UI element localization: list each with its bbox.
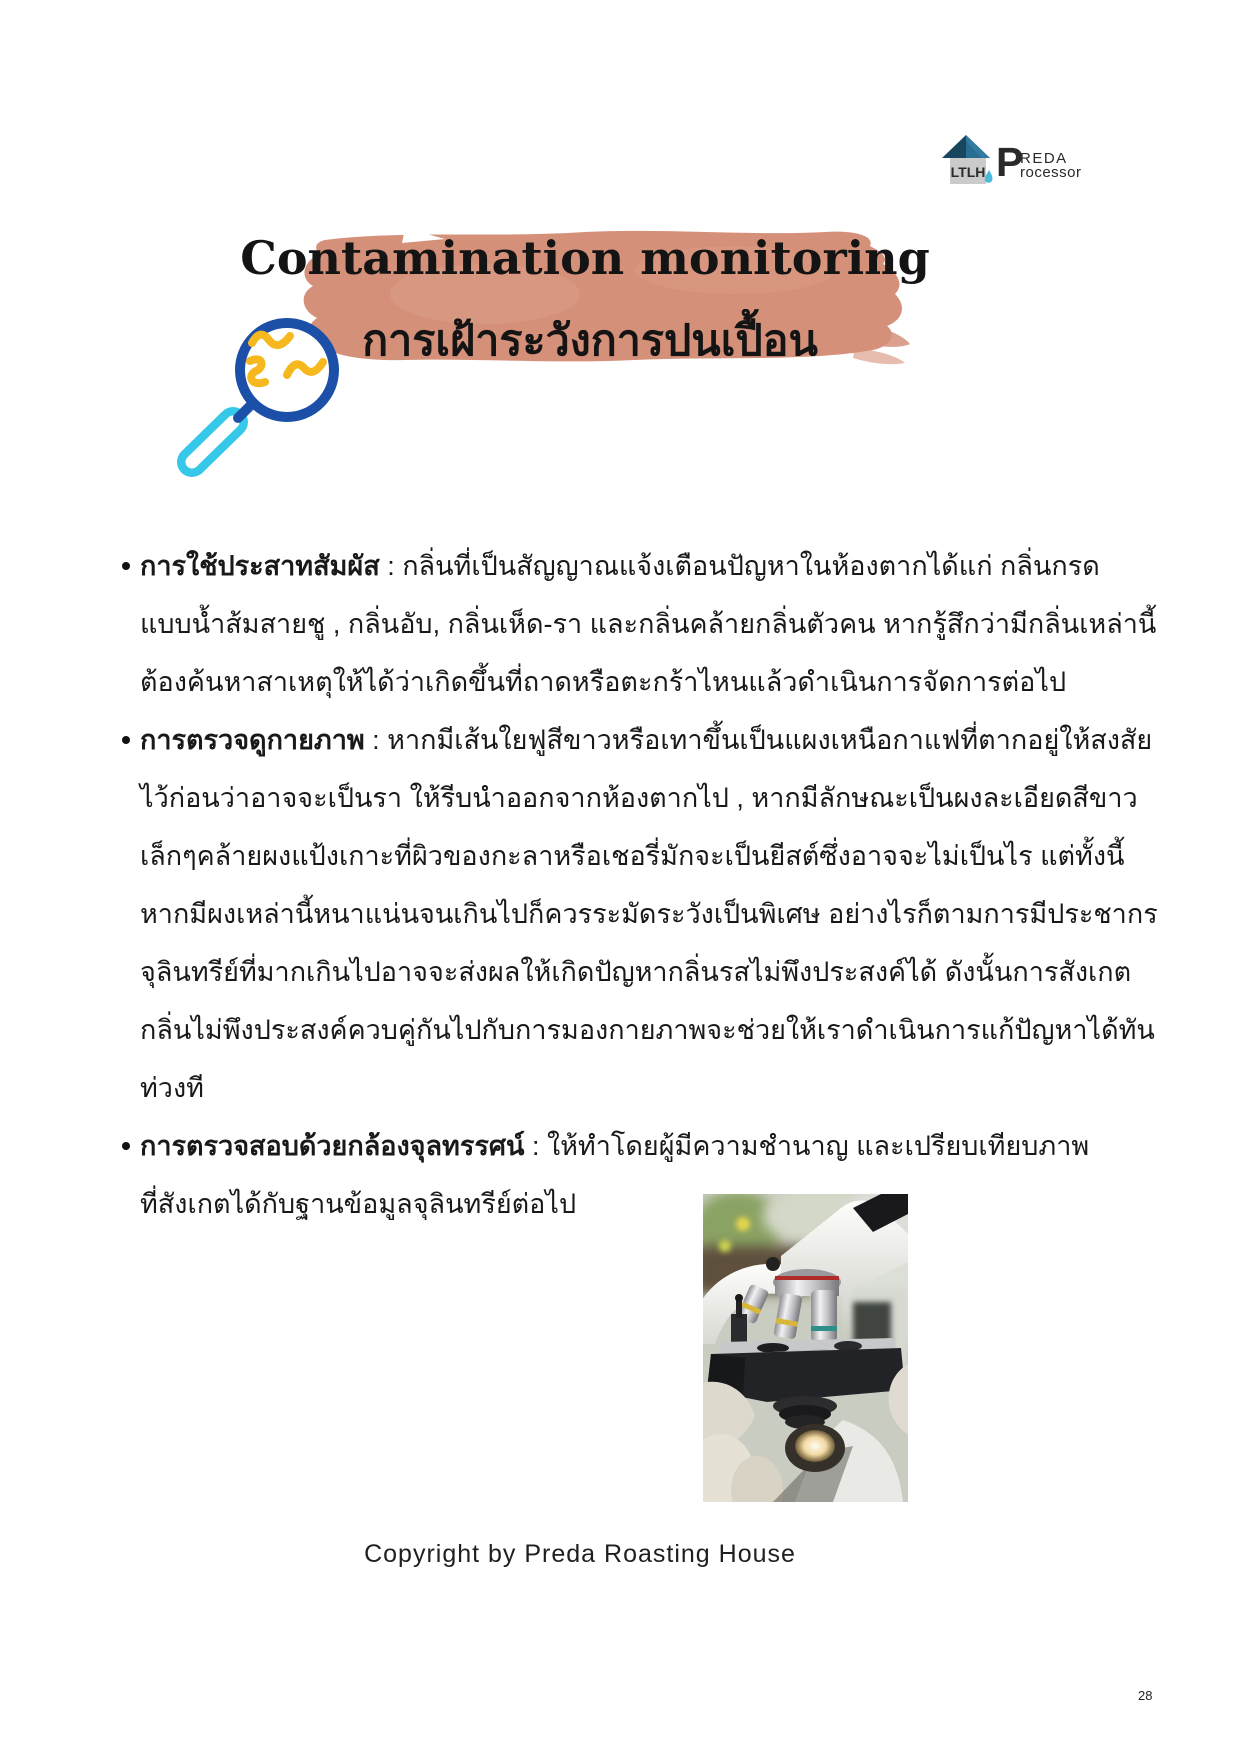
text-line: ต้องค้นหาสาเหตุให้ได้ว่าเกิดขึ้นที่ถาดหรือตะกร้าไหนแล้วดำเนินการจัดการต่อไป xyxy=(140,667,1067,697)
house-logo-icon xyxy=(938,130,998,190)
bullet-marker xyxy=(122,736,130,744)
text-line: ท่วงที xyxy=(140,1073,204,1103)
logo-brand-initial: P xyxy=(996,139,1024,185)
bullet-header: การใช้ประสาทสัมผัส xyxy=(140,551,380,581)
bullet-item xyxy=(140,711,1153,769)
text-line: เล็กๆคล้ายผงแป้งเกาะที่ผิวของกะลาหรือเชอรี่มักจะเป็นยีสต์ซึ่งอาจจะไม่เป็นไร แต่ทั้งนี้ xyxy=(140,841,1125,871)
page-title-en: Contamination monitoring xyxy=(240,231,930,285)
text-line: : ให้ทำโดยผู้มีความชำนาญ และเปรียบเทียบภาพ xyxy=(524,1131,1090,1161)
magnifier-icon xyxy=(165,300,355,485)
copyright-text: Copyright by Preda Roasting House xyxy=(364,1540,796,1568)
logo-brand-name: REDA xyxy=(1020,150,1068,167)
text-line: ที่สังเกตได้กับฐานข้อมูลจุลินทรีย์ต่อไป xyxy=(140,1189,577,1219)
bullet-list xyxy=(140,537,1158,1233)
text-line: : กลิ่นที่เป็นสัญญาณแจ้งเตือนปัญหาในห้องตากได้แก่ กลิ่นกรด xyxy=(379,551,1100,581)
bullet-marker xyxy=(122,1142,130,1150)
logo-house-label: LTLH xyxy=(950,164,986,180)
logo-brand-sub: rocessor xyxy=(1020,164,1082,181)
text-line: หากมีผงเหล่านี้หนาแน่นจนเกินไปก็ควรระมัดระวังเป็นพิเศษ อย่างไรก็ตามการมีประชากร xyxy=(140,899,1158,929)
bullet-header: การตรวจดูกายภาพ xyxy=(140,725,365,755)
page-title-th: การเฝ้าระวังการปนเปื้อน xyxy=(362,317,818,365)
text-line: ไว้ก่อนว่าอาจจะเป็นรา ให้รีบนำออกจากห้องตากไป , หากมีลักษณะเป็นผงละเอียดสีขาว xyxy=(140,783,1138,813)
bullet-item xyxy=(140,537,1100,595)
bullet-marker xyxy=(122,562,130,570)
bullet-item xyxy=(140,1117,1090,1175)
microscope-photo xyxy=(703,1194,908,1502)
text-line: แบบน้ำส้มสายชู , กลิ่นอับ, กลิ่นเห็ด-รา และกลิ่นคล้ายกลิ่นตัวคน หากรู้สึกว่ามีกลิ่นเหล่านี้ xyxy=(140,609,1157,639)
page-number: 28 xyxy=(1138,1688,1153,1703)
text-line: จุลินทรีย์ที่มากเกินไปอาจจะส่งผลให้เกิดปัญหากลิ่นรสไม่พึงประสงค์ได้ ดังนั้นการสังเกต xyxy=(140,957,1132,987)
text-line: : หากมีเส้นใยฟูสีขาวหรือเทาขึ้นเป็นแผงเหนือกาแฟที่ตากอยู่ให้สงสัย xyxy=(364,725,1153,755)
text-line: กลิ่นไม่พึงประสงค์ควบคู่กันไปกับการมองกายภาพจะช่วยให้เราดำเนินการแก้ปัญหาได้ทัน xyxy=(140,1015,1155,1045)
bullet-header: การตรวจสอบด้วยกล้องจุลทรรศน์ xyxy=(140,1131,525,1161)
